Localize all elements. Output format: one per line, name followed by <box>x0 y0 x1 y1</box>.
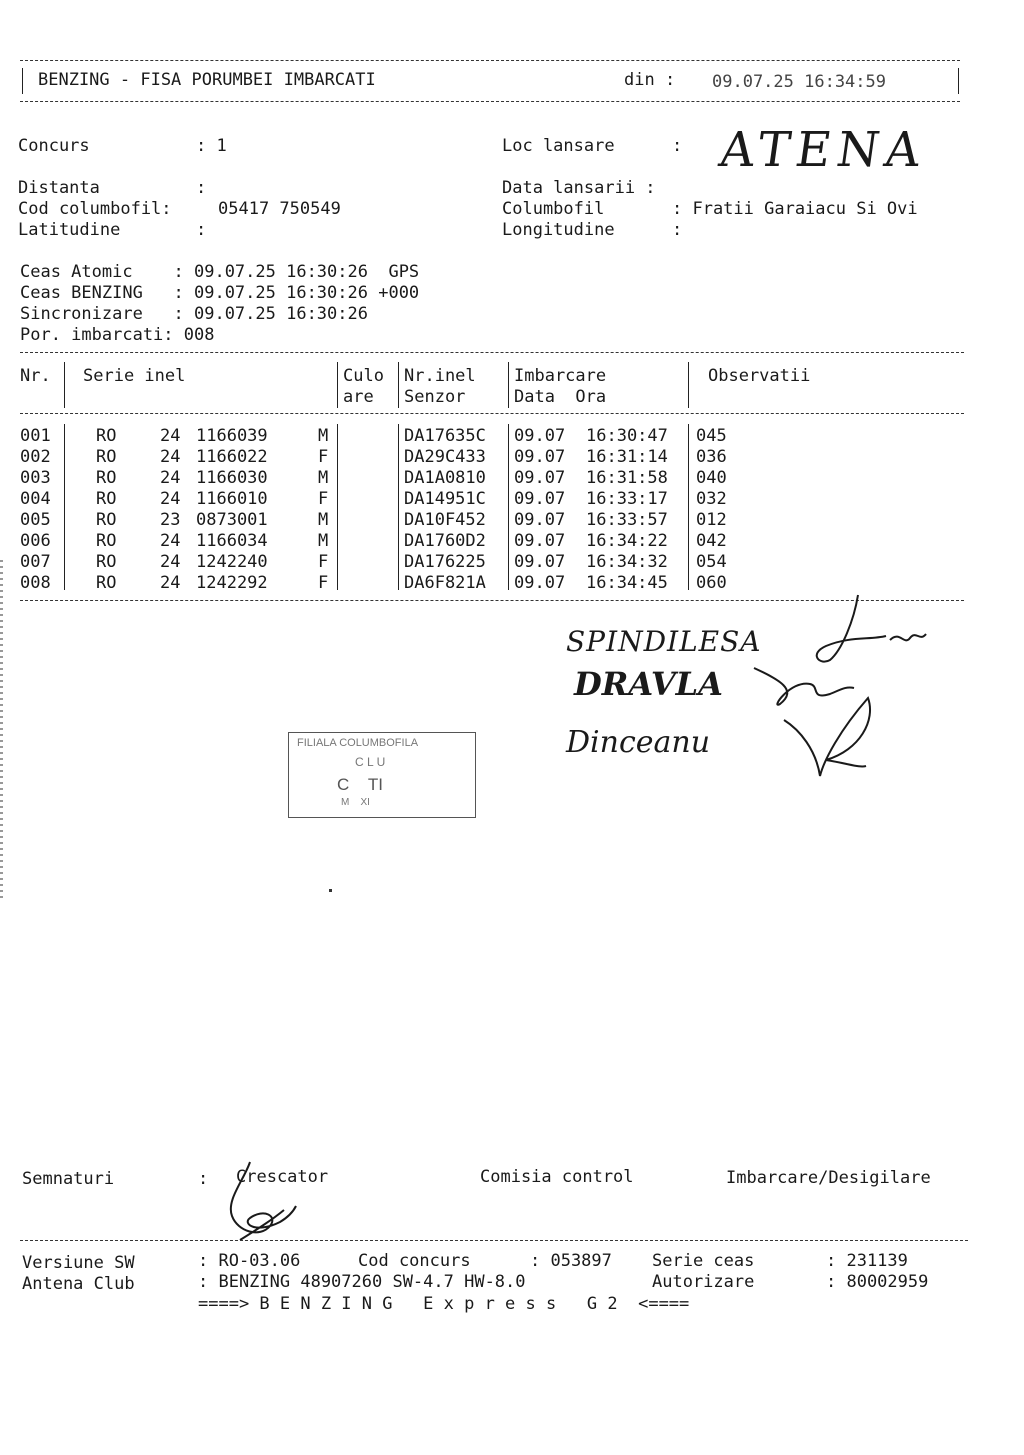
cell-senzor: DA176225 <box>404 552 486 572</box>
cell-senzor: DA29C433 <box>404 447 486 467</box>
cell-nr: 007 <box>20 552 51 572</box>
cell-obs: 040 <box>696 468 727 488</box>
cell-nr: 003 <box>20 468 51 488</box>
cell-data: 09.07 <box>514 426 566 446</box>
cell-obs: 036 <box>696 447 727 467</box>
cell-senzor: DA1A0810 <box>404 468 486 488</box>
header-nr: Nr. <box>20 366 51 386</box>
concurs-label: Concurs <box>18 136 90 156</box>
cell-data: 09.07 <box>514 531 566 551</box>
cell-an: 24 <box>160 447 181 467</box>
cell-tara: RO <box>96 426 117 446</box>
scan-edge-marks <box>0 560 3 900</box>
speck <box>329 889 332 892</box>
header-top-rule <box>20 60 960 61</box>
cod-columbofil-value: 05417 750549 <box>218 199 341 219</box>
cell-nr: 006 <box>20 531 51 551</box>
table-row <box>0 447 1024 468</box>
table-row <box>0 468 1024 489</box>
cell-sex: M <box>318 531 329 551</box>
cell-obs: 032 <box>696 489 727 509</box>
distanta-label: Distanta <box>18 178 100 198</box>
cell-an: 23 <box>160 510 181 530</box>
cell-inel: 0873001 <box>196 510 268 530</box>
cell-sex: M <box>318 426 329 446</box>
header-left-border <box>22 68 23 94</box>
cell-tara: RO <box>96 468 117 488</box>
crescator-label: Crescator <box>236 1167 329 1187</box>
cell-ora: 16:30:47 <box>586 426 668 446</box>
cell-tara: RO <box>96 489 117 509</box>
serie-ceas-label: Serie ceas <box>652 1251 755 1271</box>
cell-nr: 008 <box>20 573 51 593</box>
cell-ora: 16:31:14 <box>586 447 668 467</box>
longitudine-value: : <box>672 220 683 240</box>
header-imbarcare-1: Imbarcare <box>514 366 607 386</box>
header-nr-inel-2: Senzor <box>404 387 466 407</box>
cell-inel: 1166039 <box>196 426 268 446</box>
cell-data: 09.07 <box>514 447 566 467</box>
autorizare-label: Autorizare <box>652 1272 755 1292</box>
header-bottom-rule <box>20 101 960 102</box>
table-header-rule <box>20 413 964 414</box>
antena-label: Antena Club <box>22 1274 135 1294</box>
header-serie-inel: Serie inel <box>83 366 186 386</box>
latitudine-value: : <box>196 220 207 240</box>
cell-sex: F <box>318 489 329 509</box>
concurs-value: : 1 <box>196 136 227 156</box>
club-stamp <box>288 732 476 818</box>
longitudine-label: Longitudine <box>502 220 615 240</box>
cell-an: 24 <box>160 552 181 572</box>
latitudine-label: Latitudine <box>18 220 121 240</box>
header-culoare-2: are <box>343 387 374 407</box>
cod-columbofil-label: Cod columbofil: <box>18 199 172 219</box>
cod-concurs-value: : 053897 <box>530 1251 612 1271</box>
header-din-value: 09.07.25 16:34:59 <box>712 72 886 92</box>
columbofil-label: Columbofil <box>502 199 605 219</box>
cod-concurs-label: Cod concurs <box>358 1251 471 1271</box>
cell-obs: 012 <box>696 510 727 530</box>
signature-3 <box>780 690 890 790</box>
cell-data: 09.07 <box>514 489 566 509</box>
cell-data: 09.07 <box>514 552 566 572</box>
cell-inel: 1166030 <box>196 468 268 488</box>
stamp-line-3: C TI <box>337 775 383 794</box>
cell-inel: 1166022 <box>196 447 268 467</box>
columbofil-value: : Fratii Garaiacu Si Ovi <box>672 199 918 219</box>
cell-data: 09.07 <box>514 573 566 593</box>
stamp-line-1: FILIALA COLUMBOFILA <box>297 737 419 749</box>
col-sep-serie <box>337 362 338 408</box>
cell-inel: 1242292 <box>196 573 268 593</box>
versiune-value: : RO-03.06 <box>198 1251 301 1271</box>
cell-an: 24 <box>160 489 181 509</box>
cell-tara: RO <box>96 531 117 551</box>
antena-value: : BENZING 48907260 SW-4.7 HW-8.0 <box>198 1272 526 1292</box>
cell-nr: 002 <box>20 447 51 467</box>
cell-tara: RO <box>96 552 117 572</box>
col-sep-senzor <box>508 362 509 408</box>
comisia-label: Comisia control <box>480 1167 634 1187</box>
cell-obs: 060 <box>696 573 727 593</box>
ceas-benzing: Ceas BENZING : 09.07.25 16:30:26 +000 <box>20 283 420 303</box>
cell-sex: M <box>318 510 329 530</box>
serie-ceas-value: : 231139 <box>826 1251 908 1271</box>
ceas-atomic: Ceas Atomic : 09.07.25 16:30:26 GPS <box>20 262 420 282</box>
table-row <box>0 531 1024 552</box>
imbarcare-label: Imbarcare/Desigilare <box>726 1168 931 1188</box>
cell-senzor: DA1760D2 <box>404 531 486 551</box>
header-culoare-1: Culo <box>343 366 384 386</box>
footer-rule <box>20 1240 968 1241</box>
header-imbarcare-2: Data Ora <box>514 387 607 407</box>
semnaturi-sep: : <box>198 1169 209 1189</box>
cell-obs: 045 <box>696 426 727 446</box>
sincronizare: Sincronizare : 09.07.25 16:30:26 <box>20 304 368 324</box>
cell-nr: 004 <box>20 489 51 509</box>
cell-ora: 16:34:45 <box>586 573 668 593</box>
stamp-line-4: M XI <box>341 797 370 808</box>
table-top-rule <box>20 352 964 353</box>
cell-inel: 1242240 <box>196 552 268 572</box>
cell-sex: F <box>318 447 329 467</box>
cell-tara: RO <box>96 447 117 467</box>
col-sep-imbarcare <box>688 362 689 408</box>
table-row <box>0 489 1024 510</box>
col-sep-culoare <box>398 362 399 408</box>
cell-senzor: DA17635C <box>404 426 486 446</box>
semnaturi-label: Semnaturi <box>22 1169 115 1189</box>
data-lansarii-label: Data lansarii : <box>502 178 656 198</box>
cell-ora: 16:31:58 <box>586 468 668 488</box>
cell-data: 09.07 <box>514 468 566 488</box>
cell-an: 24 <box>160 426 181 446</box>
distanta-value: : <box>196 178 207 198</box>
cell-nr: 005 <box>20 510 51 530</box>
header-din-label: din : <box>624 70 676 90</box>
table-row <box>0 426 1024 447</box>
stamp-line-2: C L U <box>355 755 386 769</box>
header-observatii: Observatii <box>708 366 811 386</box>
cell-an: 24 <box>160 573 181 593</box>
cell-ora: 16:33:57 <box>586 510 668 530</box>
por-imbarcati: Por. imbarcati: 008 <box>20 325 215 345</box>
cell-sex: M <box>318 468 329 488</box>
table-row <box>0 552 1024 573</box>
cell-obs: 054 <box>696 552 727 572</box>
autorizare-value: : 80002959 <box>826 1272 929 1292</box>
cell-tara: RO <box>96 573 117 593</box>
cell-ora: 16:34:22 <box>586 531 668 551</box>
cell-sex: F <box>318 552 329 572</box>
cell-senzor: DA14951C <box>404 489 486 509</box>
cell-sex: F <box>318 573 329 593</box>
header-title: BENZING - FISA PORUMBEI IMBARCATI <box>38 70 376 90</box>
cell-nr: 001 <box>20 426 51 446</box>
table-row <box>0 510 1024 531</box>
cell-ora: 16:33:17 <box>586 489 668 509</box>
cell-inel: 1166010 <box>196 489 268 509</box>
cell-obs: 042 <box>696 531 727 551</box>
versiune-label: Versiune SW <box>22 1253 135 1273</box>
col-sep-nr <box>64 362 65 408</box>
benzing-express-banner: ====> B E N Z I N G E x p r e s s G 2 <==== <box>198 1294 690 1314</box>
cell-an: 24 <box>160 531 181 551</box>
cell-data: 09.07 <box>514 510 566 530</box>
header-nr-inel-1: Nr.inel <box>404 366 476 386</box>
cell-an: 24 <box>160 468 181 488</box>
cell-inel: 1166034 <box>196 531 268 551</box>
cell-senzor: DA10F452 <box>404 510 486 530</box>
handwritten-name-2: DRAVLA <box>574 665 723 703</box>
header-right-border <box>958 68 959 94</box>
loc-lansare-label: Loc lansare <box>502 136 615 156</box>
cell-tara: RO <box>96 510 117 530</box>
loc-lansare-handwritten: ATENA <box>716 122 930 178</box>
cell-senzor: DA6F821A <box>404 573 486 593</box>
loc-lansare-sep: : <box>672 136 683 156</box>
cell-ora: 16:34:32 <box>586 552 668 572</box>
crescator-signature <box>220 1160 310 1250</box>
handwritten-name-1: SPINDILESA <box>566 625 762 658</box>
handwritten-name-3: Dinceanu <box>566 725 711 760</box>
